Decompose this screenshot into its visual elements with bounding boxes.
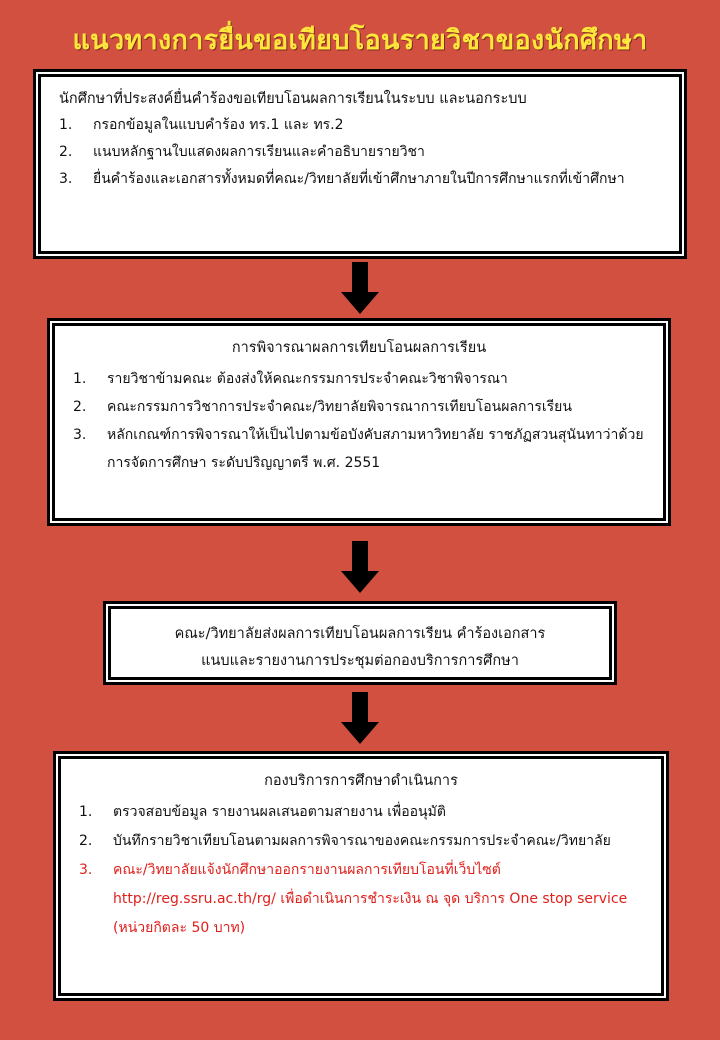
list-item: 1. รายวิชาข้ามคณะ ต้องส่งให้คณะกรรมการประจำคณะวิชาพิจารณา [73,371,508,387]
list-item: 1. กรอกข้อมูลในแบบคำร้อง ทร.1 และ ทร.2 [59,117,344,133]
step-1-heading: นักศึกษาที่ประสงค์ยื่นคำร้องขอเทียบโอนผลการเรียนในระบบ และนอกระบบ [59,91,527,107]
list-item: 3. ยื่นคำร้องและเอกสารทั้งหมดที่คณะ/วิทยาลัยที่เข้าศึกษาภายในปีการศึกษาแรกที่เข้าศึกษา [59,171,625,187]
step-4-heading: กองบริการการศึกษาดำเนินการ [264,773,458,789]
down-arrow-icon [341,692,379,744]
list-item: 2. บันทึกรายวิชาเทียบโอนตามผลการพิจารณาของคณะกรรมการประจำคณะ/วิทยาลัย [79,833,611,849]
down-arrow-icon [341,541,379,593]
step-2-list [73,365,645,477]
step-1-list [59,112,661,193]
step-4-box [58,756,664,996]
step-3-line-1: คณะ/วิทยาลัยส่งผลการเทียบโอนผลการเรียน คำร้องเอกสาร [174,626,546,642]
list-item: 1. ตรวจสอบข้อมูล รายงานผลเสนอตามสายงาน เพื่ออนุมัติ [79,804,446,820]
step-2-heading: การพิจารณาผลการเทียบโอนผลการเรียน [231,340,487,356]
step-4-list [79,798,643,943]
list-item: 2. คณะกรรมการวิชาการประจำคณะ/วิทยาลัยพิจารณาการเทียบโอนผลการเรียน [73,399,572,415]
list-item: 3. หลักเกณฑ์การพิจารณาให้เป็นไปตามข้อบังคับสภามหาวิทยาลัย ราชภัฏสวนสุนันทาว่าด้วยการจัดการศึกษา ระดับปริญญาตรี พ.ศ. 2551 [73,427,644,471]
down-arrow-icon [341,262,379,314]
step-2-box [52,323,666,521]
list-item: 3. คณะ/วิทยาลัยแจ้งนักศึกษาออกรายงานผลการเทียบโอนที่เว็บไซต์ http://reg.ssru.ac.th/rg/ เพื่อดำเนินการชำระเงิน ณ จุด บริการ One stop service (หน่วยกิตละ 50 บาท) [79,862,628,936]
step-3-line-2: แนบและรายงานการประชุมต่อกองบริการการศึกษา [201,653,519,669]
step-1-box [38,74,682,254]
step-3-box [108,606,612,680]
page-title: แนวทางการยื่นขอเทียบโอนรายวิชาของนักศึกษา [72,25,648,56]
list-item: 2. แนบหลักฐานใบแสดงผลการเรียนและคำอธิบายรายวิชา [59,144,425,160]
